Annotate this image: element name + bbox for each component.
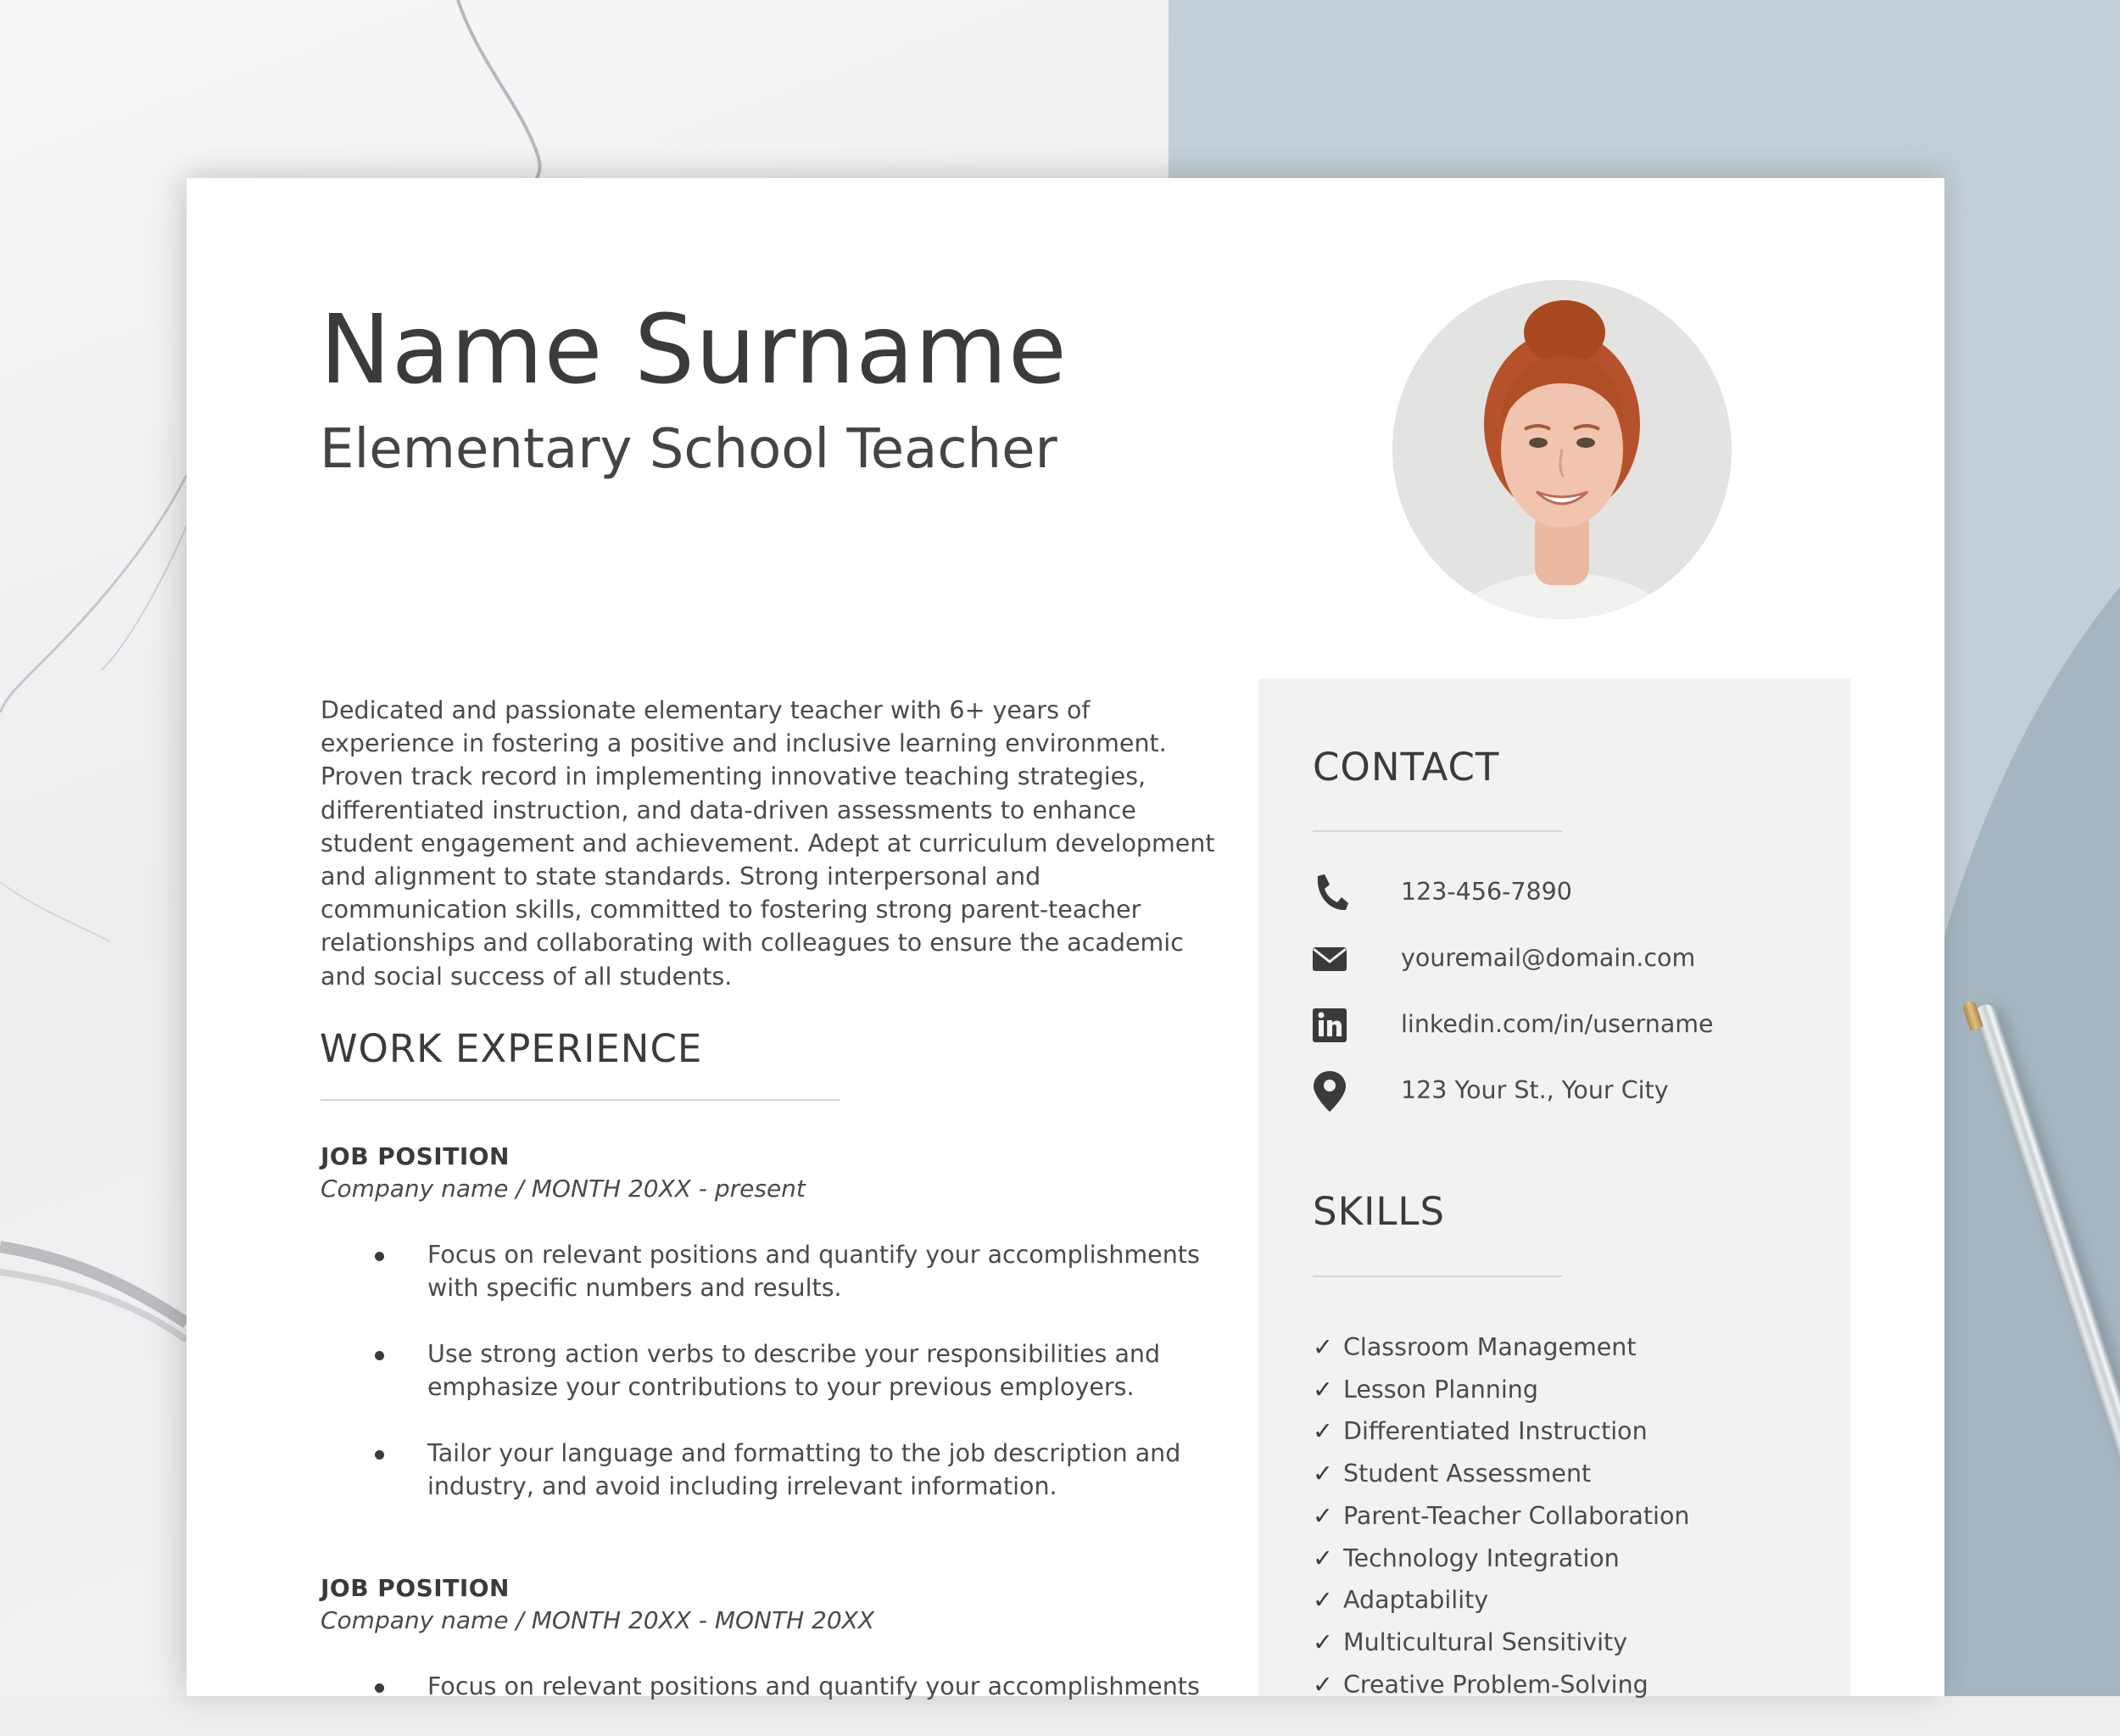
contact-divider [1313, 830, 1562, 832]
job-entry [321, 1142, 1219, 1536]
skill-text: Classroom Management [1343, 1333, 1637, 1361]
skill-text: Student Assessment [1343, 1460, 1592, 1488]
skill-text: Technology Integration [1343, 1543, 1620, 1572]
job-bullet-item [321, 1238, 1219, 1304]
bullet-dot-icon [375, 1252, 384, 1261]
contact-email [1258, 937, 1850, 988]
skills-list [1313, 1326, 1689, 1705]
work-experience-heading: WORK EXPERIENCE [320, 1026, 703, 1071]
check-icon: ✓ [1313, 1375, 1333, 1404]
contact-email-text: youremail@domain.com [1401, 944, 1696, 972]
check-icon: ✓ [1313, 1501, 1333, 1530]
skill-text: Differentiated Instruction [1343, 1417, 1648, 1446]
check-icon: ✓ [1313, 1460, 1333, 1488]
job-position: JOB POSITION [321, 1574, 510, 1602]
bullet-dot-icon [375, 1351, 384, 1360]
contact-phone-text: 123-456-7890 [1401, 878, 1572, 906]
job-bullet-item [321, 1670, 1219, 1703]
skill-item [1313, 1495, 1689, 1538]
phone-icon [1311, 871, 1348, 915]
bullet-dot-icon [375, 1450, 384, 1460]
job-bullets [321, 1238, 1219, 1503]
contact-linkedin-text: linkedin.com/in/username [1401, 1010, 1714, 1038]
linkedin-icon [1311, 1003, 1348, 1047]
skill-item [1313, 1410, 1689, 1453]
resume-job-title: Elementary School Teacher [320, 418, 1057, 481]
job-bullet-text: Focus on relevant positions and quantify your accomplishments with specific numbers and results. [427, 1241, 1200, 1302]
professional-summary: Dedicated and passionate elementary teacher with 6+ years of experience in fostering a positive and inclusive learning environment. Proven track record in implementing innovative teaching strategies, differentiated instruction, and data-driven assessments to enhance student engagement and achievement. Adept at curriculum development and alignment to state standards. Strong interpersonal and communication skills, committed to fostering strong parent-teacher relationships and collaborating with colleagues to ensure the academic and social success of all students. [321, 696, 1215, 991]
job-bullets [321, 1670, 1219, 1703]
skill-item [1313, 1453, 1689, 1495]
skill-text: Multicultural Sensitivity [1343, 1627, 1628, 1656]
job-company-dates: Company name / MONTH 20XX - present [321, 1175, 806, 1203]
resume-name: Name Surname [320, 295, 1068, 405]
check-icon: ✓ [1313, 1333, 1333, 1361]
skill-item [1313, 1326, 1689, 1369]
location-pin-icon [1311, 1069, 1348, 1114]
job-bullet-item [321, 1337, 1219, 1404]
contact-address [1258, 1069, 1850, 1120]
job-bullet-item [321, 1437, 1219, 1503]
check-icon: ✓ [1313, 1627, 1333, 1656]
skill-text: Lesson Planning [1343, 1375, 1538, 1404]
skills-heading: SKILLS [1313, 1189, 1446, 1234]
contact-phone [1258, 871, 1850, 922]
skill-item [1313, 1579, 1689, 1622]
skill-item [1313, 1369, 1689, 1411]
job-company-dates: Company name / MONTH 20XX - MONTH 20XX [321, 1606, 875, 1634]
check-icon: ✓ [1313, 1417, 1333, 1446]
portrait-illustration [1392, 280, 1732, 619]
job-position: JOB POSITION [321, 1142, 510, 1170]
job-bullet-text: Tailor your language and formatting to the job description and industry, and avoid including irrelevant information. [427, 1439, 1181, 1500]
contact-address-text: 123 Your St., Your City [1401, 1076, 1669, 1104]
job-bullet-text: Use strong action verbs to describe your responsibilities and emphasize your contributions to your previous employers. [427, 1340, 1161, 1401]
check-icon: ✓ [1313, 1543, 1333, 1572]
skill-item [1313, 1664, 1689, 1706]
skill-text: Creative Problem-Solving [1343, 1670, 1649, 1699]
contact-heading: CONTACT [1313, 745, 1500, 790]
job-bullet-text: Focus on relevant positions and quantify your accomplishments [427, 1672, 1200, 1700]
contact-linkedin [1258, 1003, 1850, 1054]
check-icon: ✓ [1313, 1586, 1333, 1615]
skill-item [1313, 1538, 1689, 1580]
skills-divider [1313, 1275, 1562, 1277]
skill-text: Parent-Teacher Collaboration [1343, 1501, 1690, 1530]
bullet-dot-icon [375, 1683, 384, 1693]
email-icon [1311, 937, 1348, 981]
job-entry [321, 1573, 1219, 1736]
profile-photo [1392, 280, 1732, 619]
skill-text: Adaptability [1343, 1586, 1489, 1615]
work-experience-divider [321, 1099, 840, 1101]
resume-page [187, 178, 1944, 1700]
sidebar-panel [1258, 678, 1850, 1699]
skill-item [1313, 1622, 1689, 1664]
check-icon: ✓ [1313, 1670, 1333, 1699]
